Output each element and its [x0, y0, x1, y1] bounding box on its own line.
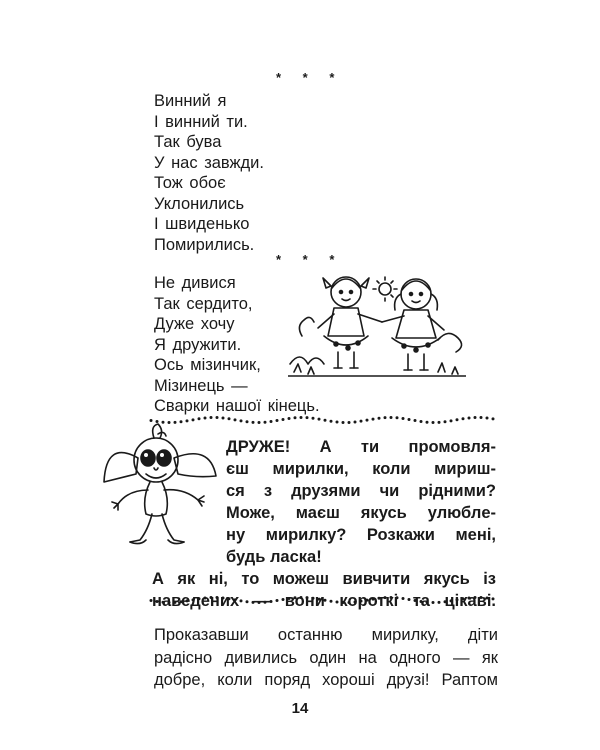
prose-line: Проказавши останню мирилку, діти [154, 626, 498, 644]
border-dot [360, 420, 363, 423]
poem-line: Не дивися [154, 274, 236, 292]
border-dot [462, 417, 465, 420]
callout-line: ДРУЖЕ! А ти промовля- [226, 438, 496, 456]
border-dot [264, 421, 267, 424]
border-dot [168, 421, 171, 424]
poem-1 [154, 91, 264, 255]
border-dot [174, 421, 177, 424]
section-separator-1: * * * [276, 70, 344, 85]
callout-line: будь ласка! [226, 548, 322, 566]
border-dot [258, 421, 261, 424]
callout-line: ся з друзями чи рідними? [226, 482, 496, 500]
poem-line: Я дружити. [154, 335, 242, 354]
section-separator-2: * * * [276, 252, 344, 267]
border-dot [150, 419, 153, 422]
border-dot [414, 419, 417, 422]
border-dot [390, 416, 393, 419]
border-dot [372, 418, 375, 421]
poem-line: Дуже хочу [154, 315, 235, 333]
border-dot [480, 416, 483, 419]
border-dot [426, 421, 429, 424]
girl-right [382, 279, 444, 370]
border-dot [252, 421, 255, 424]
border-dot [474, 416, 477, 419]
border-dot [312, 417, 315, 420]
border-dot [384, 416, 387, 419]
poem-line: І швиденько [154, 215, 250, 233]
border-dot [228, 417, 231, 420]
callout-line: ну мирилку? Розкажи мені, [226, 526, 496, 544]
border-dot [162, 421, 165, 424]
border-dot [342, 421, 345, 424]
border-dot [456, 418, 459, 421]
border-dot [270, 420, 273, 423]
page-number: 14 [291, 700, 309, 717]
border-dot [486, 417, 489, 420]
poem-line: Сварки нашої кінець. [154, 397, 320, 415]
border-dot [450, 419, 453, 422]
border-dot [348, 421, 351, 424]
border-dot [180, 420, 183, 423]
border-dot [210, 416, 213, 419]
border-dot [444, 420, 447, 423]
poem-line: Ось мізинчик, [154, 356, 261, 374]
border-dot [186, 419, 189, 422]
border-dot [324, 419, 327, 422]
border-dot [216, 416, 219, 419]
poem-line: У нас завжди. [154, 153, 264, 172]
story-paragraph [154, 624, 498, 692]
border-dot [234, 418, 237, 421]
border-dot [378, 417, 381, 420]
girl-left [318, 277, 382, 368]
children-illustration [288, 264, 466, 382]
border-dot [300, 416, 303, 419]
poem-line: Тож обоє [154, 174, 226, 192]
callout-box [152, 436, 496, 612]
prose-line: добре, коли поряд хороші друзі! Раптом [154, 671, 498, 689]
border-dot [240, 419, 243, 422]
border-dot [156, 420, 159, 423]
border-dot [306, 416, 309, 419]
border-dot [438, 421, 441, 424]
callout-line: єш мирилки, коли мириш- [226, 460, 496, 478]
border-dot [330, 420, 333, 423]
border-dot [318, 418, 321, 421]
border-dot [396, 416, 399, 419]
border-dot [204, 417, 207, 420]
border-dot [282, 418, 285, 421]
callout-line: Може, маєш якусь улюблe- [226, 504, 496, 522]
border-dot [288, 417, 291, 420]
border-dot [192, 418, 195, 421]
callout-line: А як ні, то можеш вивчити якусь із [152, 570, 496, 588]
border-dot [246, 420, 249, 423]
border-dot [198, 417, 201, 420]
border-dot [276, 419, 279, 422]
border-dot [222, 417, 225, 420]
poem-line: Уклонились [154, 194, 245, 213]
border-dot [492, 417, 495, 420]
poem-line: Помирились. [154, 235, 255, 254]
poem-line: Винний я [154, 92, 227, 110]
poem-line: Так сердито, [154, 294, 253, 313]
border-dot [366, 419, 369, 422]
border-dot [408, 418, 411, 421]
border-dot [336, 421, 339, 424]
callout-top-border [148, 414, 498, 426]
border-dot [294, 416, 297, 419]
prose-line: радісно дивились один на одного — як [154, 648, 498, 667]
poem-line: І винний ти. [154, 112, 248, 131]
border-dot [468, 416, 471, 419]
callout-line: наведених — вони короткі та цікаві. [152, 592, 496, 610]
border-dot [402, 417, 405, 420]
border-dot [432, 421, 435, 424]
poem-line: Мізинець — [154, 376, 248, 395]
poem-line: Так бува [154, 133, 222, 151]
sun-icon [373, 277, 397, 301]
border-dot [420, 420, 423, 423]
border-dot [354, 420, 357, 423]
